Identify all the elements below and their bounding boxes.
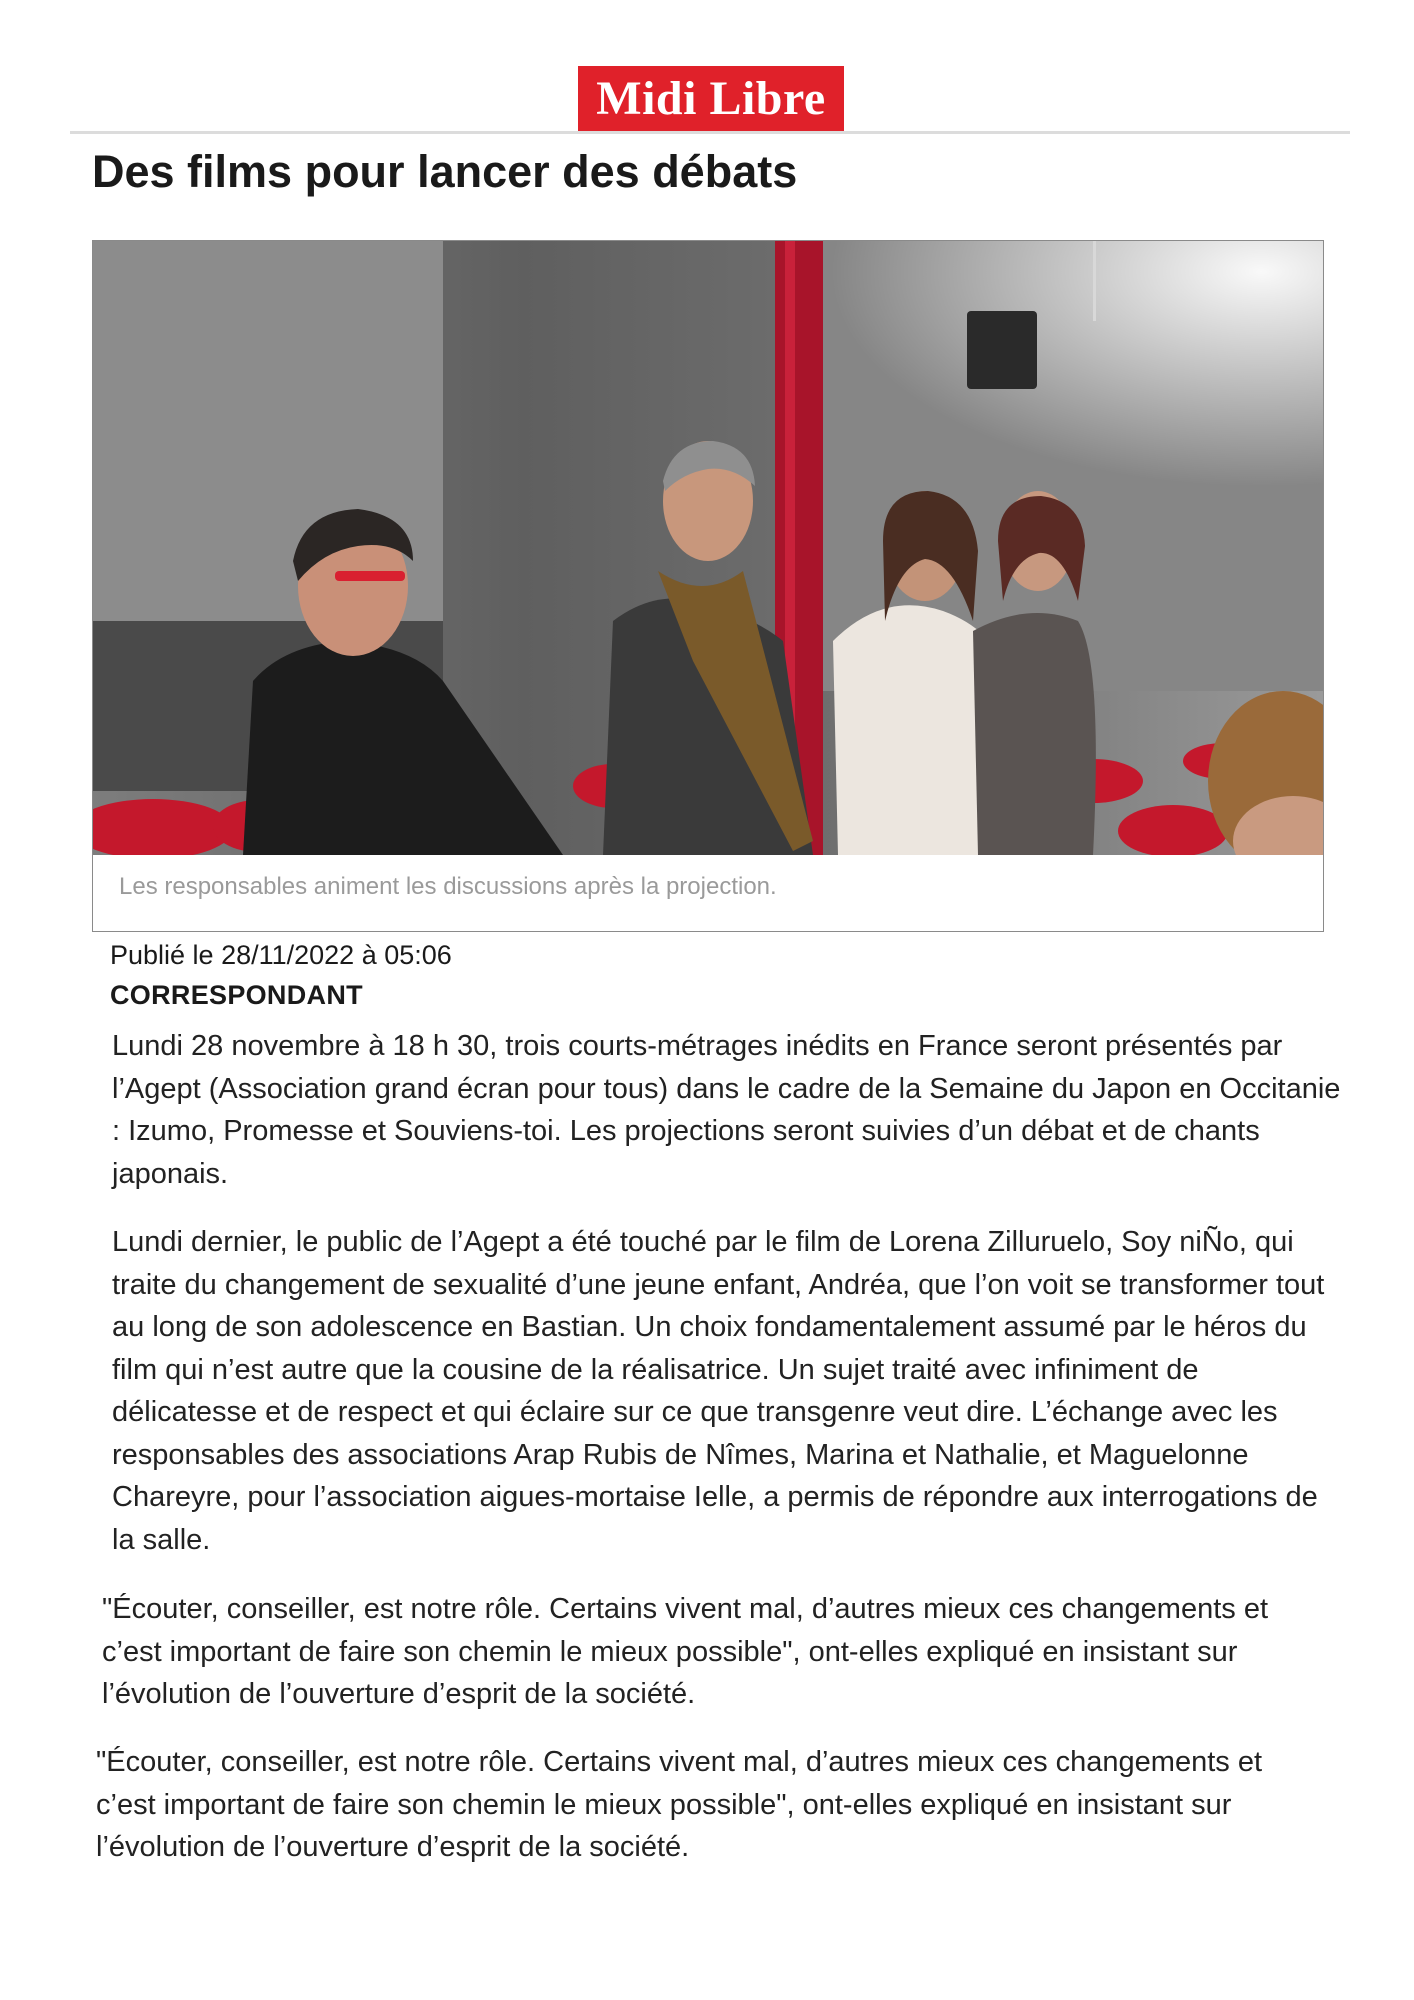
byline: CORRESPONDANT	[110, 980, 363, 1010]
article-photo	[93, 241, 1323, 855]
article-paragraph: Lundi dernier, le public de l’Agept a été touché par le film de Lorena Zilluruelo, Soy niÑo, qui traite du changement de sexualité d’une jeune enfant, Andréa, que l’on voit se transformer tout au long de son adolescence en Bastian. Un choix fondamentalement assumé par le héros du film qui n’est autre que la cousine de la réalisatrice. Un sujet traité avec infiniment de délicatesse et de respect et qui éclaire sur ce que transgenre veut dire. L’échange avec les responsables des associations Arap Rubis de Nîmes, Marina et Nathalie, et Maguelonne Chareyre, pour l’association aigues-mortaise Ielle, a permis de répondre aux interrogations de la salle.	[112, 1226, 1325, 1556]
publish-date: Publié le 28/11/2022 à 05:06	[110, 940, 452, 970]
midi-libre-logo[interactable]: Midi Libre	[578, 66, 844, 132]
masthead-divider	[70, 131, 1350, 134]
article-paragraph: Lundi 28 novembre à 18 h 30, trois courts-métrages inédits en France seront présentés par l’Agept (Association grand écran pour tous) dans le cadre de la Semaine du Japon en Occitanie : Izumo, Promesse et Souviens-toi. Les projections seront suivies d’un débat et de chants japonais.	[112, 1030, 1341, 1190]
article-quote-paragraph: "Écouter, conseiller, est notre rôle. Certains vivent mal, d’autres mieux ces changements et c’est important de faire son chemin le mieux possible", ont-elles expliqué en insistant sur l’évolution de l’ouverture d’esprit de la société.	[102, 1593, 1269, 1710]
photo-caption: Les responsables animent les discussions après la projection.	[119, 873, 777, 900]
article-headline: Des films pour lancer des débats	[92, 146, 798, 197]
article-quote-paragraph: "Écouter, conseiller, est notre rôle. Certains vivent mal, d’autres mieux ces changements et c’est important de faire son chemin le mieux possible", ont-elles expliqué en insistant sur l’évolution de l’ouverture d’esprit de la société.	[96, 1746, 1263, 1863]
article-figure	[92, 240, 1324, 932]
masthead	[0, 0, 1414, 135]
